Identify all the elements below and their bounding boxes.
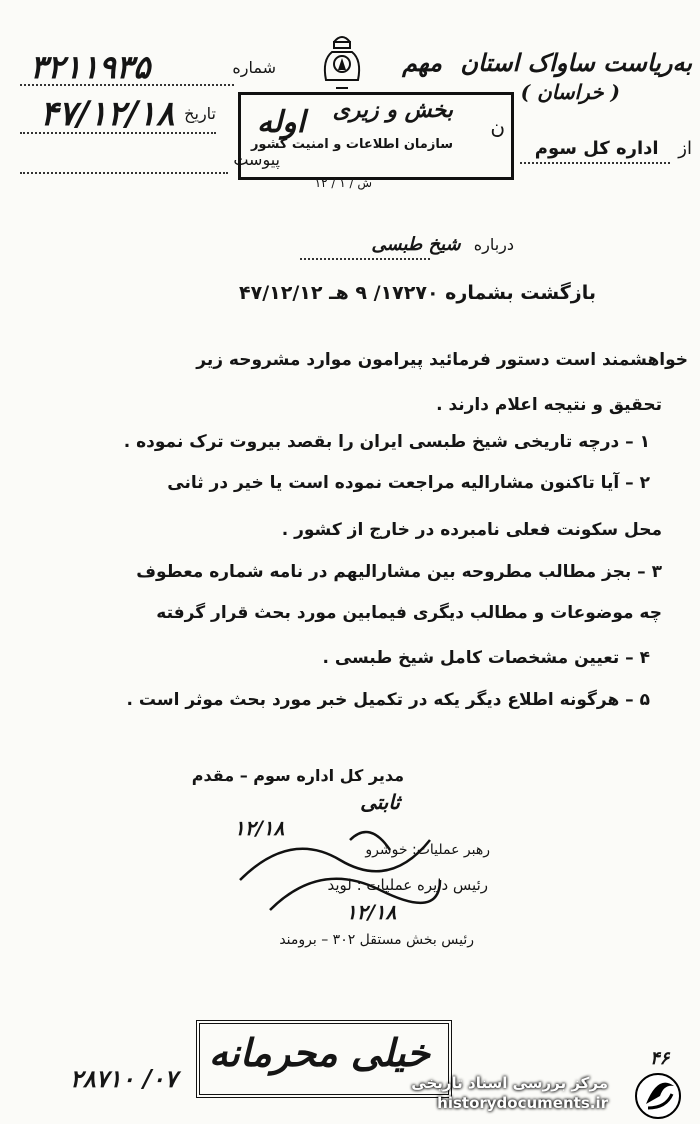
director-date: ۱۲/۱۸: [234, 816, 285, 840]
watermark-persian: مرکز بررسی اسناد تاریخی: [411, 1074, 608, 1092]
office-date: ۱۲/۱۸: [346, 900, 397, 924]
body-line-7: چه موضوعات و مطالب دیگری فیمابین مورد بحث قرار گرفته: [156, 603, 662, 623]
from-value: اداره کل سوم: [534, 138, 659, 159]
stamp-line-2: سازمان اطلاعات و امنیت کشور: [250, 137, 453, 152]
stamp-line-3: ش / ۱ / ۱۲: [314, 176, 372, 190]
subject-label: درباره: [473, 235, 514, 254]
stamp-big-mark: اوله: [257, 105, 306, 140]
office-head-line: رئیس دایره عملیات : لوید: [327, 876, 488, 894]
number-value: ۳۲۱۱۹۳۵: [30, 48, 151, 86]
body-line-2: تحقیق و نتیجه اعلام دارند .: [436, 395, 662, 415]
stamp-line-1: بخش و زیری: [332, 97, 453, 123]
attachment-dotted-line: [20, 172, 228, 174]
from-label: از: [678, 138, 692, 159]
body-line-3: ۱ – درچه تاریخی شیخ طبسی ایران را بقصد بیروت ترک نموده .: [123, 432, 650, 452]
number-label: شماره: [232, 58, 276, 77]
org-line-1-fill: مهم: [402, 48, 442, 77]
stamp-side-mark: ن: [490, 115, 505, 139]
body-line-9: ۵ – هرگونه اطلاع دیگر یکه در تکمیل خبر مورد بحث موثر است .: [126, 690, 650, 710]
org-line-1-text: به‌ریاست ساواک استان: [460, 48, 692, 77]
reference-line: بازگشت بشماره ۱۷۲۷۰/ ۹ هـ ۴۷/۱۲/۱۲: [239, 282, 596, 304]
handwritten-signature-marks: [230, 820, 450, 930]
org-line-2: ( خراسان ): [520, 80, 620, 104]
letterhead-emblem: [316, 30, 368, 100]
body-line-8: ۴ – تعیین مشخصات کامل شیخ طبسی .: [322, 648, 650, 668]
date-value: ۴۷/۱۲/۱۸: [40, 94, 175, 134]
org-line-1: [402, 48, 692, 77]
director-signature: ثابتی: [360, 790, 400, 814]
subject-dotted-line: [300, 258, 430, 260]
number-dotted-line: [20, 84, 234, 86]
director-line: مدیر کل اداره سوم – مقدم: [191, 766, 404, 785]
subject-value: شیخ طبسی: [371, 234, 461, 255]
body-line-4: ۲ – آیا تاکنون مشارالیه مراجعت نموده است یا خیر در ثانی: [167, 473, 650, 493]
from-dotted-line: [520, 162, 670, 164]
left-code: ۴۶: [650, 1048, 670, 1069]
dept-head-line: رئیس بخش مستقل ۳۰۲ – برومند: [279, 932, 474, 948]
date-label: تاریخ: [184, 104, 216, 123]
subject-field: [371, 234, 514, 255]
watermark-url: historydocuments.ir: [437, 1094, 608, 1112]
body-line-5: محل سکونت فعلی نامبرده در خارج از کشور .: [281, 520, 662, 540]
body-line-6: ۳ – بجز مطالب مطروحه بین مشارالیهم در نامه شماره معطوف: [136, 562, 662, 582]
from-field: [535, 138, 692, 159]
body-line-1: خواهشمند است دستور فرمائید پیرامون موارد مشروحه زیر: [196, 350, 688, 370]
attachment-label: پیوست: [233, 150, 280, 169]
date-dotted-line: [20, 132, 216, 134]
handwritten-number: ۰۷/ ۲۸۷۱۰: [70, 1064, 178, 1093]
received-stamp: [238, 92, 514, 180]
watermark-logo-icon: [616, 1064, 696, 1120]
classification-text: خیلی محرمانه: [208, 1030, 430, 1075]
ops-head-line: رهبر عملیات: خوشرو: [365, 842, 490, 858]
